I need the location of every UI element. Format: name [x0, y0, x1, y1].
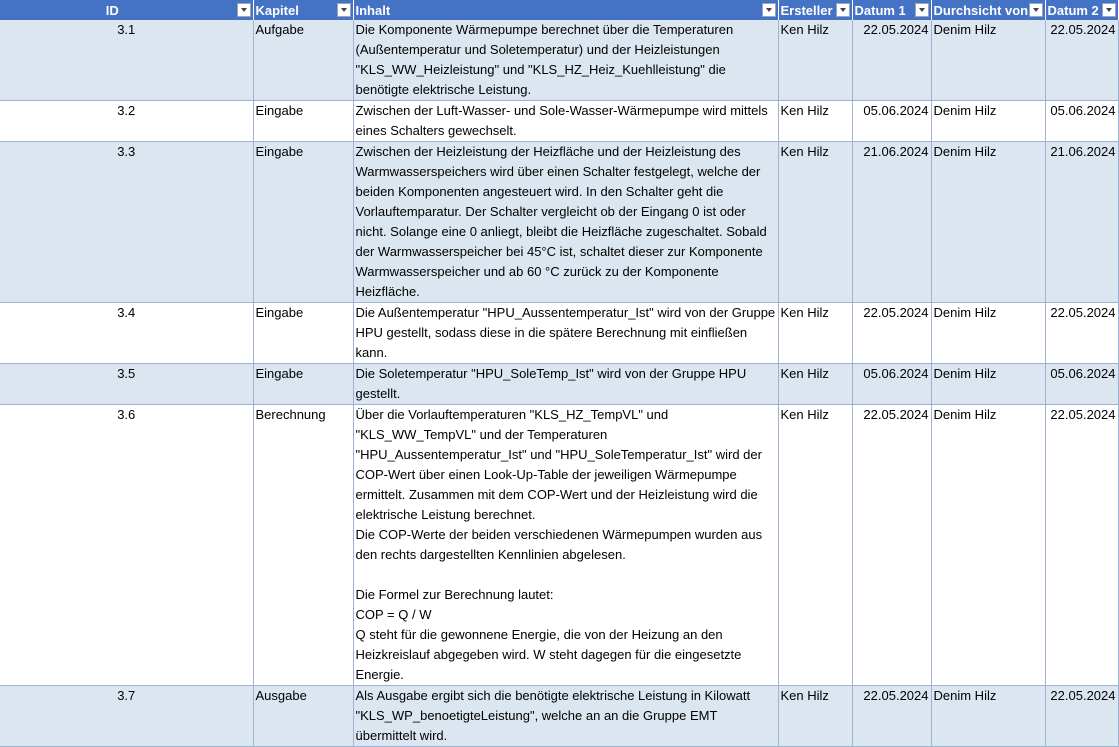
table-row[interactable] — [0, 686, 1118, 747]
cell-inhalt[interactable]: Zwischen der Luft-Wasser- und Sole-Wasser-Wärmepumpe wird mittels eines Schalters gewechselt. — [353, 101, 778, 142]
cell-datum-2[interactable]: 22.05.2024 — [1045, 303, 1118, 364]
filter-dropdown-icon[interactable] — [1029, 3, 1043, 17]
cell-inhalt[interactable]: Die Soletemperatur "HPU_SoleTemp_Ist" wird von der Gruppe HPU gestellt. — [353, 364, 778, 405]
cell-datum-1[interactable]: 22.05.2024 — [852, 686, 931, 747]
table-row[interactable] — [0, 364, 1118, 405]
cell-datum-2[interactable]: 22.05.2024 — [1045, 686, 1118, 747]
cell-datum-1[interactable]: 05.06.2024 — [852, 364, 931, 405]
filter-dropdown-icon[interactable] — [337, 3, 351, 17]
cell-datum-2[interactable]: 22.05.2024 — [1045, 20, 1118, 101]
column-label: Ersteller — [780, 2, 833, 18]
table-row[interactable] — [0, 405, 1118, 686]
column-label: Kapitel — [255, 2, 299, 18]
cell-datum-2[interactable]: 05.06.2024 — [1045, 364, 1118, 405]
cell-id[interactable]: 3.7 — [0, 686, 253, 747]
cell-datum-1[interactable]: 21.06.2024 — [852, 142, 931, 303]
cell-datum-1[interactable]: 05.06.2024 — [852, 101, 931, 142]
cell-ersteller[interactable]: Ken Hilz — [778, 686, 852, 747]
cell-ersteller[interactable]: Ken Hilz — [778, 364, 852, 405]
column-label: Durchsicht von — [933, 2, 1029, 18]
cell-ersteller[interactable]: Ken Hilz — [778, 101, 852, 142]
cell-kapitel[interactable]: Aufgabe — [253, 20, 353, 101]
cell-datum-2[interactable]: 21.06.2024 — [1045, 142, 1118, 303]
cell-ersteller[interactable]: Ken Hilz — [778, 20, 852, 101]
column-label: ID — [105, 2, 119, 18]
cell-datum-1[interactable]: 22.05.2024 — [852, 303, 931, 364]
cell-id[interactable]: 3.3 — [0, 142, 253, 303]
cell-durchsicht-von[interactable]: Denim Hilz — [931, 303, 1045, 364]
header-row — [0, 0, 1118, 20]
column-header-datum-1[interactable] — [852, 0, 931, 20]
column-header-durchsicht-von[interactable] — [931, 0, 1045, 20]
cell-durchsicht-von[interactable]: Denim Hilz — [931, 142, 1045, 303]
column-label: Datum 2 — [1047, 2, 1099, 18]
cell-kapitel[interactable]: Eingabe — [253, 142, 353, 303]
cell-inhalt[interactable]: Als Ausgabe ergibt sich die benötigte elektrische Leistung in Kilowatt "KLS_WP_benoetigteLeistung", welche an an die Gruppe EMT übermittelt wird. — [353, 686, 778, 747]
cell-id[interactable]: 3.2 — [0, 101, 253, 142]
filter-dropdown-icon[interactable] — [1102, 3, 1116, 17]
filter-dropdown-icon[interactable] — [762, 3, 776, 17]
cell-datum-1[interactable]: 22.05.2024 — [852, 405, 931, 686]
cell-datum-2[interactable]: 05.06.2024 — [1045, 101, 1118, 142]
cell-inhalt[interactable]: Über die Vorlauftemperaturen "KLS_HZ_TempVL" und "KLS_WW_TempVL" und der Temperaturen "HPU_Aussentemperatur_Ist" und "HPU_SoleTemperatur_Ist" wird der COP-Wert über einen Look-Up-Table der jeweiligen Wärmepumpe ermittelt. Zusammen mit dem COP-Wert und der Heizleistung wird die elektrische Leistung berechnet. Die COP-Werte der beiden verschiedenen Wärmepumpen wurden aus den rechts dargestellten Kennlinien abgelesen. Die Formel zur Berechnung lautet: COP = Q / W Q steht für die gewonnene Energie, die von der Heizung an den Heizkreislauf abgegeben wird. W steht dagegen für die eingesetzte Energie. — [353, 405, 778, 686]
cell-durchsicht-von[interactable]: Denim Hilz — [931, 405, 1045, 686]
cell-id[interactable]: 3.4 — [0, 303, 253, 364]
cell-datum-1[interactable]: 22.05.2024 — [852, 20, 931, 101]
cell-id[interactable]: 3.1 — [0, 20, 253, 101]
table-row[interactable] — [0, 101, 1118, 142]
cell-durchsicht-von[interactable]: Denim Hilz — [931, 20, 1045, 101]
table-row[interactable] — [0, 303, 1118, 364]
table-row[interactable] — [0, 20, 1118, 101]
column-label: Inhalt — [355, 2, 391, 18]
cell-ersteller[interactable]: Ken Hilz — [778, 405, 852, 686]
cell-ersteller[interactable]: Ken Hilz — [778, 303, 852, 364]
cell-id[interactable]: 3.6 — [0, 405, 253, 686]
filter-dropdown-icon[interactable] — [915, 3, 929, 17]
column-header-id[interactable] — [0, 0, 253, 20]
cell-kapitel[interactable]: Eingabe — [253, 101, 353, 142]
cell-durchsicht-von[interactable]: Denim Hilz — [931, 101, 1045, 142]
column-header-datum-2[interactable] — [1045, 0, 1118, 20]
cell-durchsicht-von[interactable]: Denim Hilz — [931, 364, 1045, 405]
column-header-kapitel[interactable] — [253, 0, 353, 20]
cell-durchsicht-von[interactable]: Denim Hilz — [931, 686, 1045, 747]
cell-id[interactable]: 3.5 — [0, 364, 253, 405]
cell-inhalt[interactable]: Die Außentemperatur "HPU_Aussentemperatur_Ist" wird von der Gruppe HPU gestellt, sodass diese in die spätere Berechnung mit einfließen kann. — [353, 303, 778, 364]
cell-datum-2[interactable]: 22.05.2024 — [1045, 405, 1118, 686]
column-header-inhalt[interactable] — [353, 0, 778, 20]
cell-kapitel[interactable]: Berechnung — [253, 405, 353, 686]
table-row[interactable] — [0, 142, 1118, 303]
cell-inhalt[interactable]: Die Komponente Wärmepumpe berechnet über die Temperaturen (Außentemperatur und Soletemperatur) und der Heizleistungen "KLS_WW_Heizleistung" und "KLS_HZ_Heiz_Kuehlleistung" die benötigte elektrische Leistung. — [353, 20, 778, 101]
cell-ersteller[interactable]: Ken Hilz — [778, 142, 852, 303]
column-label: Datum 1 — [854, 2, 906, 18]
cell-kapitel[interactable]: Ausgabe — [253, 686, 353, 747]
cell-kapitel[interactable]: Eingabe — [253, 303, 353, 364]
cell-inhalt[interactable]: Zwischen der Heizleistung der Heizfläche und der Heizleistung des Warmwasserspeichers wird über einen Schalter festgelegt, welche der beiden Komponenten angesteuert wird. In den Schalter geht die Vorlauftemparatur. Der Schalter vergleicht ob der Eingang 0 ist oder nicht. Solange eine 0 anliegt, bleibt die Heizfläche zugeschaltet. Sobald der Warmwasserspeicher bei 45°C ist, schaltet dieser zur Komponente Warmwasserspeicher und ab 60 °C zurück zu der Komponente Heizfläche. — [353, 142, 778, 303]
filter-dropdown-icon[interactable] — [237, 3, 251, 17]
filter-dropdown-icon[interactable] — [836, 3, 850, 17]
cell-kapitel[interactable]: Eingabe — [253, 364, 353, 405]
column-header-ersteller[interactable] — [778, 0, 852, 20]
